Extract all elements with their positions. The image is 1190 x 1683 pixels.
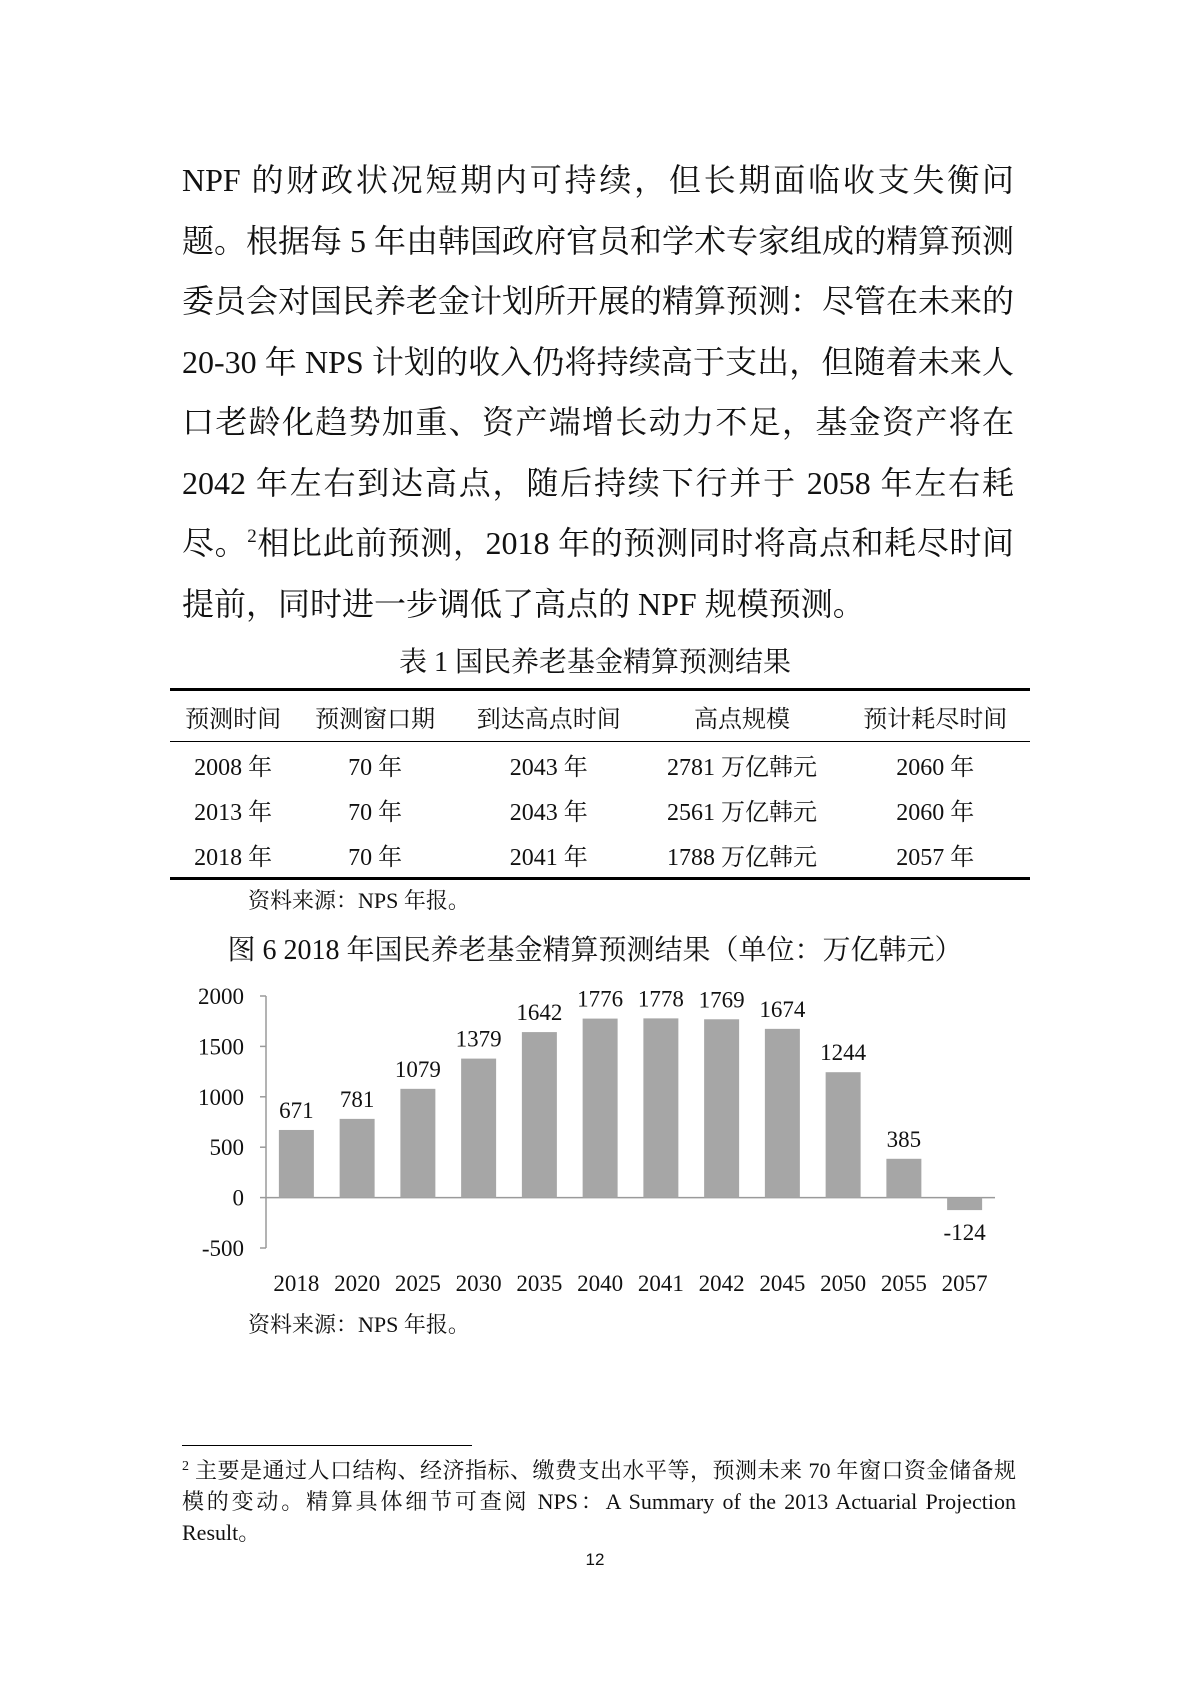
x-tick-label: 2055 xyxy=(880,1271,927,1296)
data-label: 1776 xyxy=(577,986,624,1012)
y-tick-label: 0 xyxy=(232,1185,244,1211)
footnote-number: 2 xyxy=(182,1459,189,1474)
table-cell: 70 年 xyxy=(348,845,403,871)
y-tick-label: 1000 xyxy=(198,1084,244,1110)
x-tick-label: 2040 xyxy=(577,1271,624,1296)
table-source: 资料来源：NPS 年报。 xyxy=(248,888,470,913)
y-tick-label: -500 xyxy=(201,1236,244,1261)
body-text-b: 相比此前预测，2018 年的预测同时将高点和耗尽时间提前，同时进一步调低了高点的 NPF 规模预测。 xyxy=(182,525,1014,622)
data-label: 1379 xyxy=(455,1026,502,1052)
x-tick-label: 2025 xyxy=(394,1271,441,1296)
table-cell: 2043 年 xyxy=(509,800,588,827)
chart-source: 资料来源：NPS 年报。 xyxy=(248,1312,470,1337)
table-header-cell: 预计耗尽时间 xyxy=(863,706,1008,733)
bar xyxy=(279,1130,314,1198)
bar xyxy=(340,1119,375,1198)
actuarial-projection-table xyxy=(170,688,1030,880)
bar xyxy=(704,1019,739,1197)
footnote-rule xyxy=(182,1445,472,1446)
data-label: 1642 xyxy=(516,1000,563,1026)
table-header-cell: 预测窗口期 xyxy=(315,706,436,733)
table-cell: 2781 万亿韩元 xyxy=(666,755,817,781)
table-cell: 70 年 xyxy=(348,755,403,781)
bar xyxy=(765,1029,800,1198)
table-caption: 表 1 国民养老基金精算预测结果 xyxy=(398,647,791,678)
table-header-row xyxy=(170,690,1030,742)
table-header-cell: 高点规模 xyxy=(693,706,790,733)
table-cell: 2561 万亿韩元 xyxy=(666,800,817,827)
data-label: -124 xyxy=(943,1220,986,1246)
table-header-cell: 到达高点时间 xyxy=(476,706,621,733)
table-cell: 2008 年 xyxy=(194,755,273,781)
x-tick-label: 2042 xyxy=(698,1271,745,1296)
y-tick-label: 500 xyxy=(209,1135,244,1161)
bar xyxy=(522,1032,557,1198)
table-cell: 2018 年 xyxy=(194,845,273,871)
table-row xyxy=(170,787,1030,833)
data-label: 1079 xyxy=(394,1056,441,1082)
data-label: 385 xyxy=(886,1126,922,1152)
data-label: 1244 xyxy=(820,1040,867,1066)
y-tick-label: 1500 xyxy=(198,1034,244,1060)
table-row xyxy=(170,833,1030,879)
table-cell: 2013 年 xyxy=(194,800,273,827)
x-tick-label: 2045 xyxy=(759,1271,806,1296)
page-number: 12 xyxy=(585,1550,605,1569)
table-cell: 2041 年 xyxy=(509,845,588,871)
data-label: 671 xyxy=(279,1097,314,1123)
bar xyxy=(886,1159,921,1198)
data-label: 1674 xyxy=(759,996,806,1022)
bar xyxy=(461,1059,496,1198)
table-row xyxy=(170,742,1030,788)
x-tick-label: 2041 xyxy=(637,1271,684,1296)
x-tick-label: 2050 xyxy=(820,1271,867,1296)
chart-title: 图 6 2018 年国民养老基金精算预测结果（单位：万亿韩元） xyxy=(227,935,963,966)
bar xyxy=(947,1198,982,1210)
table-cell: 70 年 xyxy=(348,800,403,827)
body-text-a: NPF 的财政状况短期内可持续，但长期面临收支失衡问题。根据每 5 年由韩国政府官员和学术专家组成的精算预测委员会对国民养老金计划所开展的精算预测：尽管在未来的 20-30 年 NPS 计划的收入仍将持续高于支出，但随着未来人口老龄化趋势加重、资产端增长动力不足，基金资产将在 2042 年左右到达高点，随后持续下行并于 2058 年左右耗尽。 xyxy=(182,162,1015,561)
body-paragraph xyxy=(182,150,1014,634)
x-tick-label: 2018 xyxy=(273,1271,320,1296)
x-tick-label: 2020 xyxy=(334,1271,381,1296)
data-label: 1769 xyxy=(698,987,745,1013)
footnote xyxy=(182,1455,1016,1548)
y-tick-label: 2000 xyxy=(198,984,244,1009)
table-cell: 2060 年 xyxy=(896,800,975,827)
table-cell: 2060 年 xyxy=(896,755,975,781)
bar xyxy=(826,1072,861,1197)
data-label: 1778 xyxy=(637,986,684,1012)
bar xyxy=(643,1018,678,1197)
x-tick-label: 2057 xyxy=(941,1271,988,1296)
bar xyxy=(400,1089,435,1198)
table-header-cell: 预测时间 xyxy=(185,706,282,733)
chart-layer xyxy=(198,984,995,1296)
x-tick-label: 2030 xyxy=(455,1271,502,1296)
table-cell: 1788 万亿韩元 xyxy=(666,845,817,871)
footnote-ref[interactable]: 2 xyxy=(247,526,257,547)
x-tick-label: 2035 xyxy=(516,1271,563,1296)
table-cell: 2057 年 xyxy=(896,845,975,871)
footnote-text: 主要是通过人口结构、经济指标、缴费支出水平等，预测未来 70 年窗口资金储备规模的变动。精算具体细节可查阅 NPS：A Summary of the 2013 Actuarial Projection Result。 xyxy=(182,1458,1016,1545)
table-cell: 2043 年 xyxy=(509,755,588,781)
data-label: 781 xyxy=(339,1086,375,1112)
bar xyxy=(583,1019,618,1198)
